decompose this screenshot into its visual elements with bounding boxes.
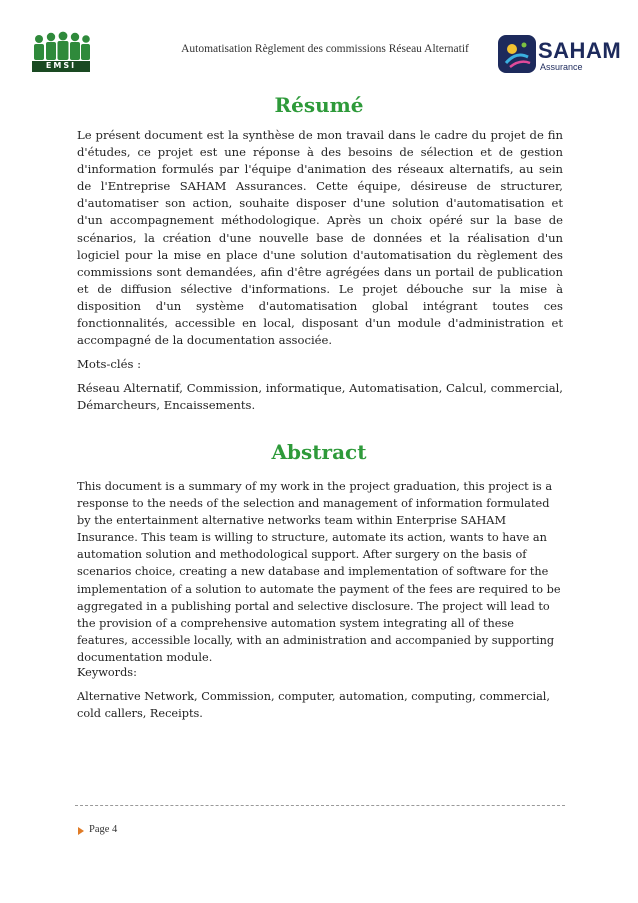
abstract-heading: Abstract: [271, 440, 367, 464]
page-number: Page 4: [89, 824, 118, 835]
saham-brand-subtitle: Assurance: [540, 62, 583, 72]
resume-keywords: Réseau Alternatif, Commission, informatique, Automatisation, Calcul, commercial, Démarcheurs, Encaissements.: [77, 381, 563, 413]
document-header-title: Automatisation Règlement des commissions Réseau Alternatif: [181, 43, 469, 55]
resume-keywords-label: Mots-clés :: [77, 357, 141, 371]
saham-brand-name: SAHAM: [538, 38, 622, 63]
abstract-paragraph: This document is a summary of my work in the project graduation, this project is a response to the needs of the selection and management of information formulated by the entertainment alternative networks team within Enterprise SAHAM Insurance. This team is willing to structure, automate its action, wants to have an automation solution and methodological support. After surgery on the basis of scenarios choice, creating a new database and implementation of software for the implementation of a solution to automate the payment of the fees are required to be aggregated in a publishing portal and selective disclosure. The project will lead to the provision of a comprehensive automation system integrating all of these features, accessible locally, with an administration and accompanied by supporting documentation module.: [77, 480, 561, 664]
footer-divider: [75, 805, 565, 806]
resume-heading: Résumé: [274, 93, 364, 117]
abstract-keywords-label: Keywords:: [77, 666, 137, 679]
page-header: [0, 0, 638, 86]
emsi-logo-text: EMSI: [45, 61, 77, 70]
resume-paragraph: Le présent document est la synthèse de mon travail dans le cadre du projet de fin d'études, ce projet est une réponse à des besoins de sélection et de gestion d'information formulés par l'équipe d'animation des réseaux alternatifs, au sein de l'Entreprise SAHAM Assurances. Cette équipe, désireuse de structurer, d'automatiser son action, souhaite disposer d'une solution d'automatisation et d'un accompagnement méthodologique. Après un choix opéré sur la base de scénarios, la création d'une nouvelle base de données et la réalisation d'un logiciel pour la mise en place d'une solution d'automatisation du règlement des commissions sont demandées, afin d'être agrégées dans un portail de publication et de diffusion sélective d'informations. Le projet débouche sur la mise à disposition d'un système d'automatisation global intégrant toutes ces fonctionnalités, accessible en local, disposant d'un module d'administration et accompagné de la documentation associée.: [77, 128, 563, 348]
triangle-bullet-icon: [77, 826, 85, 836]
abstract-keywords: Alternative Network, Commission, computer, automation, computing, commercial, cold callers, Receipts.: [77, 690, 551, 721]
